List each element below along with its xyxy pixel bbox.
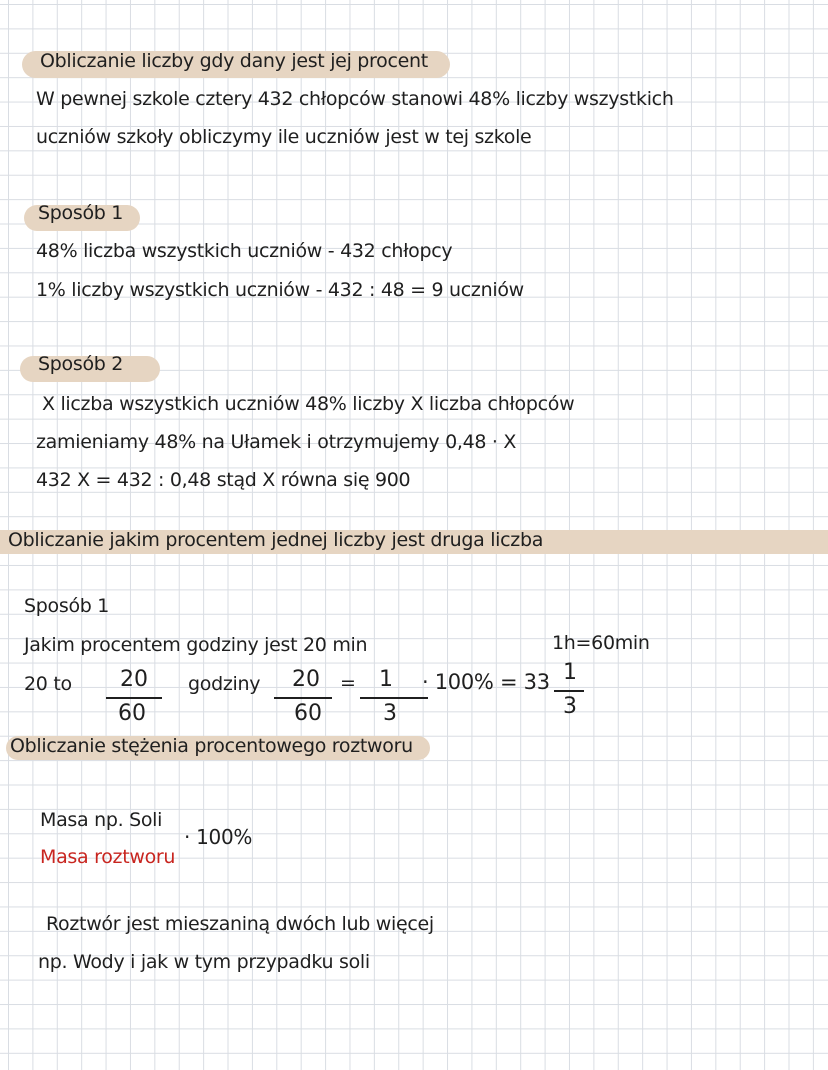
section1-line-2: uczniów szkoły obliczymy ile uczniów jest w tej szkole [36,126,532,148]
equation-prefix: 20 to [24,673,72,695]
equation-word: godziny [188,673,261,695]
concentration-numerator: Masa np. Soli [40,809,163,831]
section3-title: Obliczanie stężenia procentowego roztworu [10,735,413,757]
fraction3-numerator: 1 [379,667,393,692]
method1-title: Sposób 1 [38,202,124,224]
method2-line-1: X liczba wszystkich uczniów 48% liczby X liczba chłopców [42,393,575,415]
fraction2-denominator: 60 [294,701,322,726]
section2-title: Obliczanie jakim procentem jednej liczby jest druga liczba [8,529,544,551]
equation-times: · 100% = 33 [422,670,550,694]
mixed-denominator: 3 [563,694,577,719]
section3-note-2: np. Wody i jak w tym przypadku soli [38,951,370,973]
fraction1-bar [106,697,162,699]
section1-title: Obliczanie liczby gdy dany jest jej procent [40,50,428,72]
section1-line-1: W pewnej szkole cztery 432 chłopców stanowi 48% liczby wszystkich [36,88,674,110]
fraction1-denominator: 60 [118,701,146,726]
section2-method-title: Sposób 1 [24,595,110,617]
concentration-multiplier: · 100% [184,825,253,849]
fraction2-numerator: 20 [292,667,320,692]
method1-line-1: 48% liczba wszystkich uczniów - 432 chłopcy [36,240,453,262]
method2-title: Sposób 2 [38,353,124,375]
section2-question: Jakim procentem godziny jest 20 min [24,634,368,656]
equation-equals: = [340,672,356,694]
method2-line-3: 432 X = 432 : 0,48 stąd X równa się 900 [36,469,411,491]
section2-note: 1h=60min [552,632,650,654]
fraction2-bar [274,697,332,699]
fraction3-bar [360,697,428,699]
fraction1-numerator: 20 [120,667,148,692]
section3-note-1: Roztwór jest mieszaniną dwóch lub więcej [46,913,434,935]
concentration-denominator: Masa roztworu [40,846,176,868]
method2-line-2: zamieniamy 48% na Ułamek i otrzymujemy 0,48 · X [36,431,517,453]
mixed-bar [554,690,584,692]
fraction3-denominator: 3 [383,701,397,726]
mixed-numerator: 1 [563,660,577,685]
method1-line-2: 1% liczby wszystkich uczniów - 432 : 48 = 9 uczniów [36,279,524,301]
